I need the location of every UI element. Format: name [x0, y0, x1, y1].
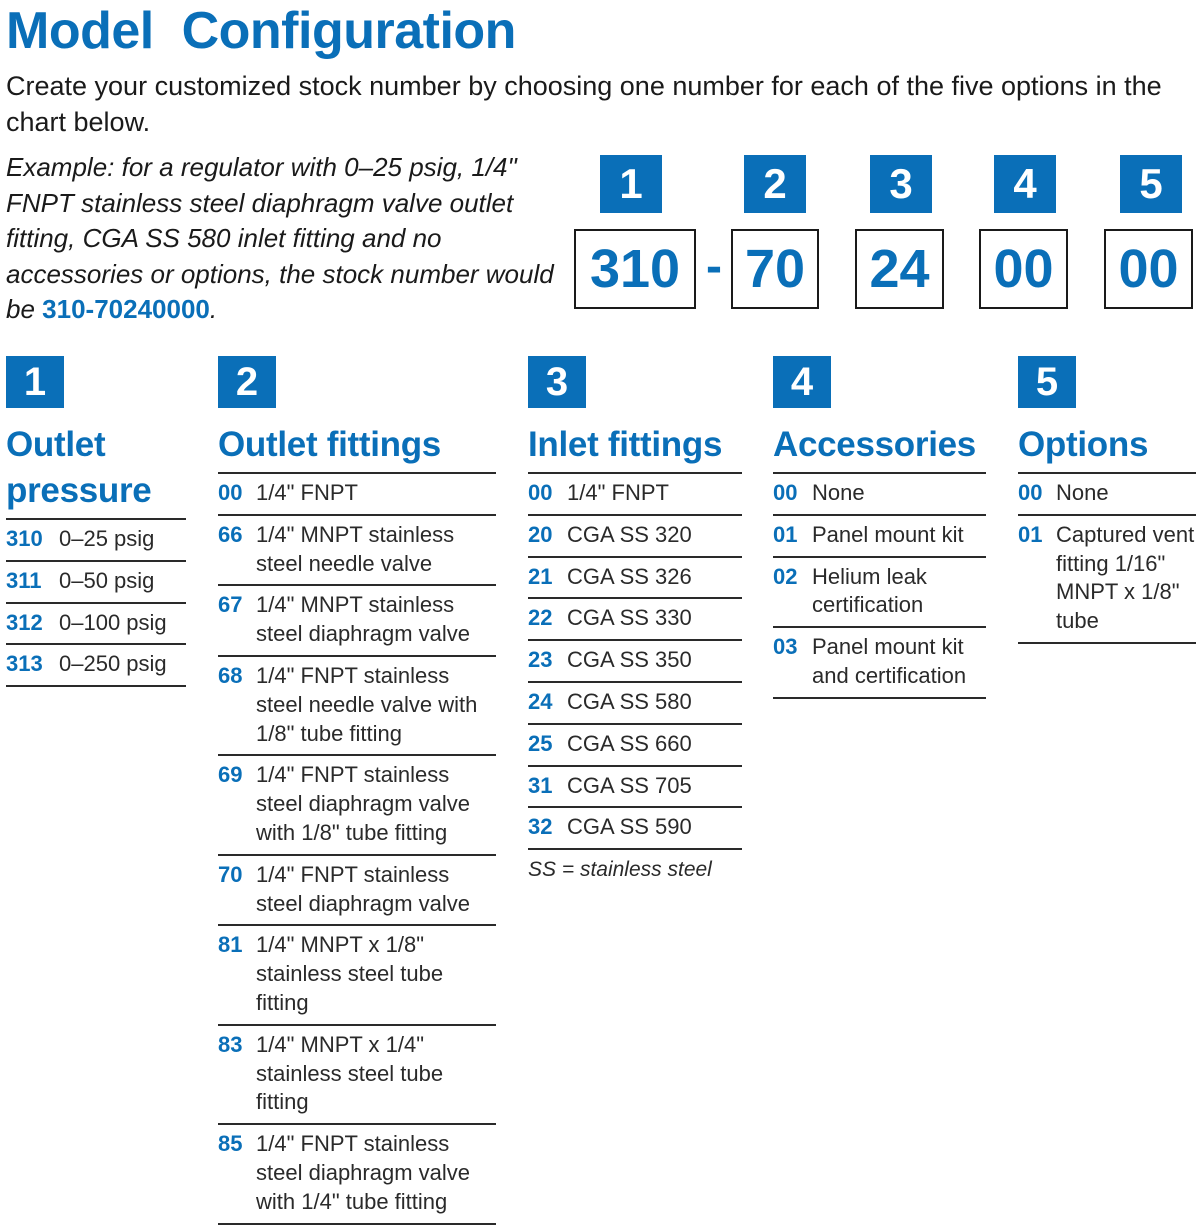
- option-row: [218, 856, 496, 927]
- column-title: Accessories: [773, 425, 976, 464]
- option-code: 311: [6, 567, 42, 593]
- option-row: [773, 558, 986, 629]
- option-code: 21: [528, 563, 553, 589]
- example-position-1: 1: [600, 155, 662, 213]
- option-code: 310: [6, 526, 43, 551]
- option-description: 1/4" FNPT: [567, 480, 669, 505]
- option-code: 81: [218, 932, 243, 958]
- column-number: 5: [1018, 356, 1076, 408]
- example-value-box-2: 70: [731, 229, 819, 309]
- option-description: CGA SS 580: [567, 688, 692, 714]
- example-position-4: 4: [994, 155, 1056, 213]
- option-code: 22: [528, 605, 553, 631]
- column-number: 4: [773, 356, 831, 408]
- example-period: .: [209, 294, 218, 324]
- column-inlet-fittings: [528, 356, 742, 884]
- option-list: [218, 472, 496, 1225]
- option-row: [1018, 516, 1196, 644]
- option-description: 0–25 psig: [59, 526, 155, 551]
- example-value-box-1: 310: [574, 229, 696, 309]
- option-description: Panel mount kit: [812, 521, 964, 547]
- option-description: CGA SS 705: [567, 772, 692, 798]
- option-code: 70: [218, 861, 243, 887]
- option-row: [6, 645, 186, 687]
- column-title: Outlet fittings: [218, 425, 441, 464]
- option-description: 1/4" MNPT stainless steel diaphragm valve: [256, 592, 471, 647]
- option-description: 1/4" FNPT stainless steel diaphragm valve with 1/4" tube fitting: [256, 1131, 471, 1214]
- option-row: [528, 641, 742, 683]
- option-row: [528, 599, 742, 641]
- option-code: 02: [773, 563, 798, 589]
- option-row: [773, 628, 986, 699]
- option-code: 24: [528, 688, 553, 714]
- option-code: 01: [1018, 521, 1043, 547]
- option-code: 23: [528, 647, 553, 673]
- option-row: [218, 1125, 496, 1224]
- option-description: 1/4" FNPT stainless steel diaphragm valve with 1/8" tube fitting: [256, 762, 471, 845]
- example-position-5: 5: [1120, 155, 1182, 213]
- option-description: Helium leak certification: [812, 563, 927, 618]
- option-code: 00: [773, 480, 798, 505]
- option-code: 01: [773, 521, 798, 547]
- option-list: [1018, 472, 1196, 644]
- column-number: 1: [6, 356, 64, 408]
- option-code: 31: [528, 772, 553, 798]
- option-code: 69: [218, 762, 243, 788]
- example-dash: -: [706, 240, 722, 293]
- option-description: 0–250 psig: [59, 651, 167, 677]
- column-accessories: [773, 356, 986, 699]
- option-description: 1/4" MNPT x 1/4" stainless steel tube fitting: [256, 1031, 444, 1115]
- column-title: Outlet pressure: [6, 425, 152, 510]
- option-description: 1/4" FNPT stainless steel diaphragm valve: [256, 861, 471, 916]
- option-row: [773, 516, 986, 558]
- option-description: Panel mount kit and certification: [812, 634, 967, 688]
- option-description: CGA SS 660: [567, 730, 692, 756]
- option-row: [528, 558, 742, 600]
- option-code: 67: [218, 592, 243, 618]
- column-number: 2: [218, 356, 276, 408]
- page-title: Model Configuration: [6, 2, 516, 60]
- option-row: [6, 562, 186, 604]
- option-description: 1/4" MNPT x 1/8" stainless steel tube fitting: [256, 932, 444, 1015]
- option-description: None: [1056, 480, 1109, 505]
- option-description: CGA SS 330: [567, 605, 692, 631]
- option-code: 00: [1018, 480, 1043, 505]
- option-code: 85: [218, 1131, 243, 1157]
- option-code: 32: [528, 814, 553, 840]
- option-row: [1018, 474, 1196, 516]
- footnote: SS = stainless steel: [528, 858, 712, 882]
- example-text: [6, 150, 566, 328]
- column-options: [1018, 356, 1196, 644]
- example-body: Example: for a regulator with 0–25 psig, 1/4" FNPT stainless steel diaphragm valve outlet fitting, CGA SS 580 inlet fitting and no accessories or options, the stock number would be: [6, 152, 554, 324]
- option-list: [773, 472, 986, 699]
- option-row: [528, 683, 742, 725]
- option-description: None: [812, 480, 865, 505]
- option-description: CGA SS 350: [567, 647, 692, 673]
- option-code: 66: [218, 521, 243, 547]
- example-stock-number: 310-70240000: [42, 294, 210, 324]
- column-outlet-fittings: [218, 356, 496, 1225]
- option-row: [218, 1026, 496, 1125]
- option-list: [528, 472, 742, 850]
- example-position-2: 2: [744, 155, 806, 213]
- column-number: 3: [528, 356, 586, 408]
- option-description: 0–100 psig: [59, 609, 167, 635]
- example-position-3: 3: [870, 155, 932, 213]
- option-code: 83: [218, 1031, 243, 1057]
- option-description: 1/4" MNPT stainless steel needle valve: [256, 521, 455, 576]
- column-title: Inlet fittings: [528, 425, 723, 464]
- option-row: [218, 756, 496, 855]
- option-code: 00: [218, 480, 243, 505]
- option-description: 1/4" FNPT stainless steel needle valve with 1/8" tube fitting: [256, 662, 478, 746]
- option-row: [218, 474, 496, 516]
- option-description: CGA SS 590: [567, 814, 692, 840]
- option-code: 20: [528, 521, 553, 547]
- column-title: Options: [1018, 425, 1149, 464]
- example-value-box-5: 00: [1104, 229, 1193, 309]
- option-row: [528, 474, 742, 516]
- example-value-box-4: 00: [979, 229, 1068, 309]
- column-outlet-pressure: [6, 356, 186, 687]
- option-list: [6, 518, 186, 687]
- option-code: 25: [528, 730, 553, 756]
- option-code: 313: [6, 651, 43, 677]
- option-description: Captured vent fitting 1/16" MNPT x 1/8" tube: [1056, 521, 1195, 634]
- option-code: 68: [218, 662, 243, 688]
- option-row: [528, 808, 742, 850]
- option-row: [218, 586, 496, 657]
- option-description: CGA SS 320: [567, 521, 692, 547]
- option-row: [218, 926, 496, 1025]
- option-code: 00: [528, 480, 553, 505]
- option-row: [218, 516, 496, 587]
- option-code: 312: [6, 609, 43, 635]
- option-description: CGA SS 326: [567, 563, 692, 589]
- option-row: [6, 604, 186, 646]
- intro-text: Create your customized stock number by choosing one number for each of the five options in the chart below.: [6, 71, 1162, 137]
- option-row: [218, 657, 496, 756]
- option-row: [528, 725, 742, 767]
- option-description: 1/4" FNPT: [256, 480, 358, 505]
- example-value-box-3: 24: [855, 229, 944, 309]
- option-description: 0–50 psig: [59, 567, 155, 593]
- option-row: [6, 520, 186, 562]
- option-row: [528, 516, 742, 558]
- option-code: 03: [773, 634, 798, 660]
- option-row: [773, 474, 986, 516]
- option-row: [528, 767, 742, 809]
